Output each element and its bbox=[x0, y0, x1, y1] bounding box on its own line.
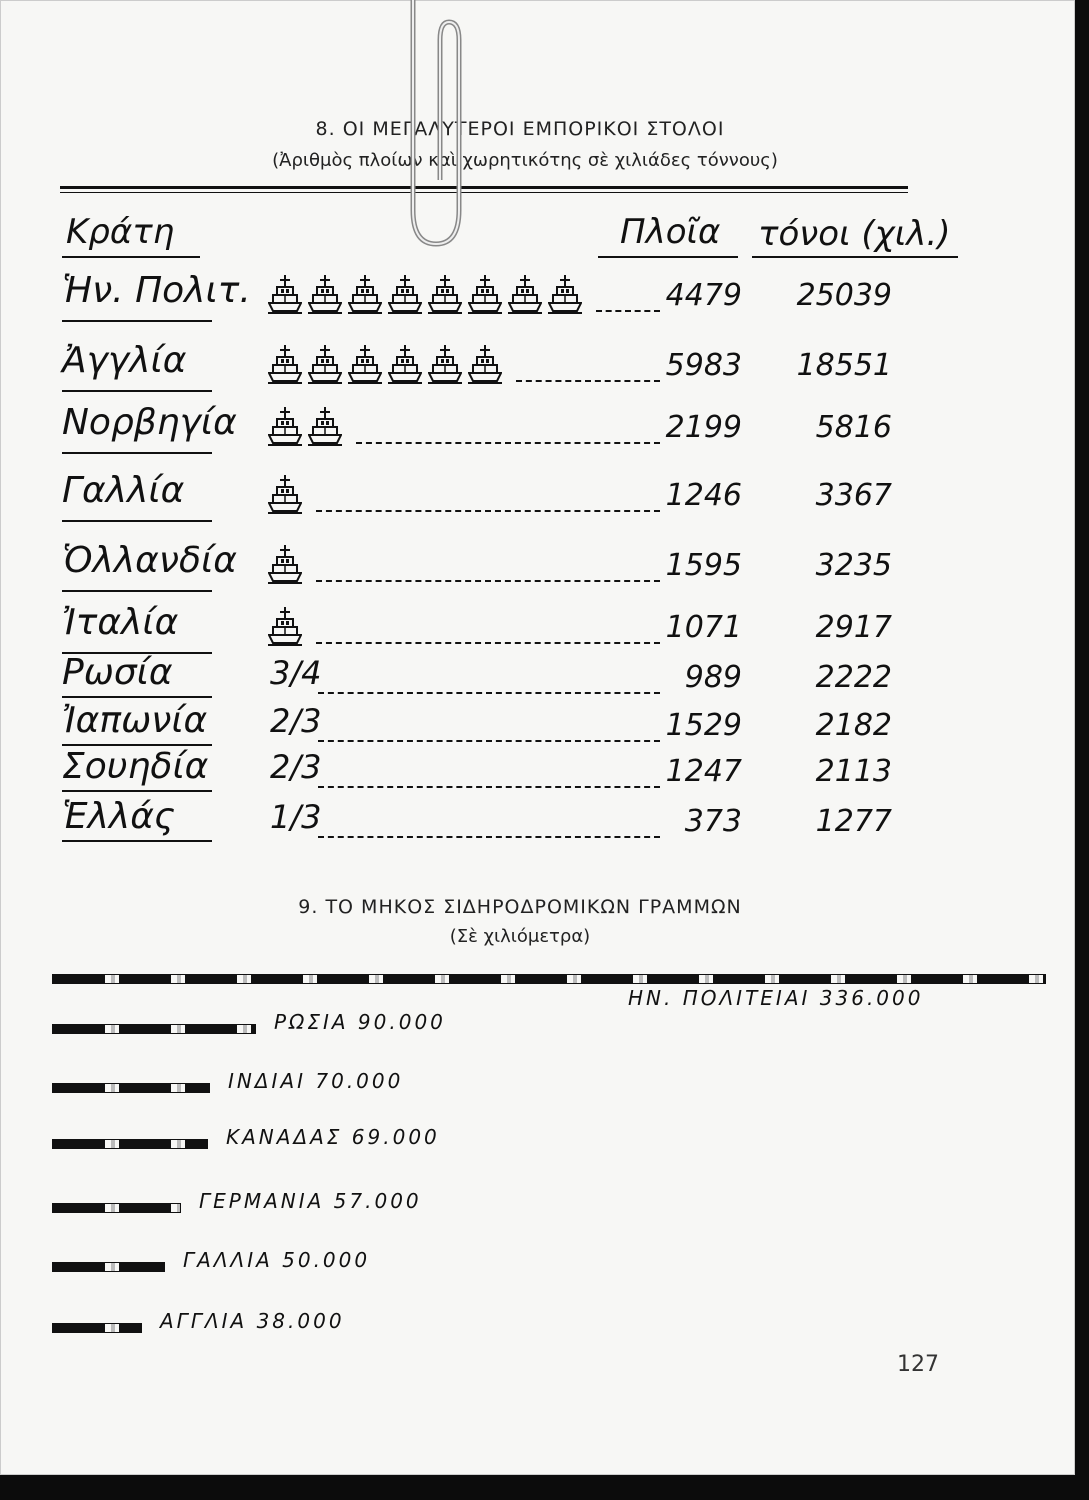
ship-icons bbox=[268, 344, 502, 384]
ships-count: 1247 bbox=[665, 754, 742, 789]
fraction-value: 2/3 bbox=[270, 702, 322, 740]
railway-bar-label: ΚΑΝΑΔΑΣ 69.000 bbox=[226, 1125, 440, 1149]
ship-icon bbox=[308, 406, 342, 446]
ship-icon bbox=[548, 274, 582, 314]
ship-icons bbox=[268, 474, 302, 514]
ship-icon bbox=[268, 274, 302, 314]
ships-count: 1246 bbox=[665, 478, 742, 513]
ship-icon bbox=[268, 406, 302, 446]
ship-icon bbox=[468, 344, 502, 384]
table-row bbox=[0, 796, 1075, 856]
country-underline bbox=[62, 320, 212, 322]
country-name: Γαλλία bbox=[62, 470, 185, 511]
tonnage-value: 3367 bbox=[815, 478, 892, 513]
section8-title: 8. ΟΙ ΜΕΓΑΛΥΤΕΡΟΙ ΕΜΠΟΡΙΚΟΙ ΣΤΟΛΟΙ bbox=[315, 118, 725, 140]
country-name: Ὁλλανδία bbox=[62, 540, 237, 581]
leader-line bbox=[318, 740, 660, 742]
country-underline bbox=[62, 520, 212, 522]
tonnage-value: 2113 bbox=[815, 754, 892, 789]
railway-bar bbox=[52, 1083, 210, 1093]
ship-icon bbox=[348, 344, 382, 384]
country-underline bbox=[62, 452, 212, 454]
railway-bar-label: ΙΝΔΙΑΙ 70.000 bbox=[228, 1069, 404, 1093]
fraction-value: 3/4 bbox=[270, 654, 322, 692]
country-name: Σουηδία bbox=[62, 746, 209, 787]
ships-count: 373 bbox=[684, 804, 742, 839]
tonnage-value: 2222 bbox=[815, 660, 892, 695]
tonnage-value: 3235 bbox=[815, 548, 892, 583]
col-header-underline bbox=[598, 256, 738, 258]
leader-line bbox=[316, 642, 660, 644]
col-header-ships: Πλοῖα bbox=[620, 212, 721, 252]
ship-icon bbox=[268, 344, 302, 384]
ships-count: 1595 bbox=[665, 548, 742, 583]
leader-line bbox=[316, 510, 660, 512]
ship-icon bbox=[268, 474, 302, 514]
ship-icon bbox=[348, 274, 382, 314]
paperclip-icon bbox=[405, 0, 467, 250]
ship-icon bbox=[508, 274, 542, 314]
ship-icons bbox=[268, 274, 582, 314]
railway-bar bbox=[52, 974, 1046, 984]
fraction-value: 1/3 bbox=[270, 798, 322, 836]
country-underline bbox=[62, 590, 212, 592]
ships-count: 2199 bbox=[665, 410, 742, 445]
table-row bbox=[0, 340, 1075, 400]
railway-bar-label: ΡΩΣΙΑ 90.000 bbox=[274, 1010, 446, 1034]
railway-bar-label: ΑΓΓΛΙΑ 38.000 bbox=[160, 1309, 345, 1333]
tonnage-value: 25039 bbox=[796, 278, 892, 313]
tonnage-value: 2182 bbox=[815, 708, 892, 743]
ship-icon bbox=[268, 606, 302, 646]
ship-icon bbox=[468, 274, 502, 314]
table-row bbox=[0, 470, 1075, 530]
country-underline bbox=[62, 696, 212, 698]
country-name: Νορβηγία bbox=[62, 402, 237, 443]
leader-line bbox=[356, 442, 660, 444]
ship-icons bbox=[268, 544, 302, 584]
railway-bar-label: ΓΑΛΛΙΑ 50.000 bbox=[183, 1248, 371, 1272]
railway-bar-label: ΓΕΡΜΑΝΙΑ 57.000 bbox=[199, 1189, 422, 1213]
country-name: Ρωσία bbox=[62, 652, 173, 693]
tonnage-value: 2917 bbox=[815, 610, 892, 645]
page-number: 127 bbox=[897, 1352, 939, 1377]
railway-bar-label: ΗΝ. ΠΟΛΙΤΕΙΑΙ 336.000 bbox=[628, 986, 924, 1010]
country-underline bbox=[62, 790, 212, 792]
col-header-underline bbox=[62, 256, 200, 258]
ship-icons bbox=[268, 606, 302, 646]
section8-subtitle: (Ἀριθμὸς πλοίων καὶ χωρητικότης σὲ χιλιάδες τόννους) bbox=[272, 150, 778, 171]
ship-icon bbox=[268, 544, 302, 584]
col-header-country: Κράτη bbox=[66, 212, 175, 252]
leader-line bbox=[318, 786, 660, 788]
country-name: Ἡν. Πολιτ. bbox=[62, 270, 251, 311]
ship-icon bbox=[308, 274, 342, 314]
railway-bar bbox=[52, 1323, 142, 1333]
railway-bar bbox=[52, 1024, 256, 1034]
ship-icon bbox=[428, 344, 462, 384]
table-row bbox=[0, 270, 1075, 330]
table-row bbox=[0, 540, 1075, 600]
ship-icon bbox=[428, 274, 462, 314]
ships-count: 1071 bbox=[665, 610, 742, 645]
country-underline bbox=[62, 390, 212, 392]
tonnage-value: 5816 bbox=[815, 410, 892, 445]
ship-icons bbox=[268, 406, 342, 446]
ships-count: 1529 bbox=[665, 708, 742, 743]
ships-count: 989 bbox=[684, 660, 742, 695]
ships-count: 4479 bbox=[665, 278, 742, 313]
col-header-tons: τόνοι (χιλ.) bbox=[758, 214, 951, 254]
divider bbox=[60, 186, 908, 189]
ships-count: 5983 bbox=[665, 348, 742, 383]
col-header-underline bbox=[752, 256, 958, 258]
country-name: Ἑλλάς bbox=[62, 796, 176, 837]
railway-bar bbox=[52, 1203, 181, 1213]
railway-bar bbox=[52, 1262, 165, 1272]
leader-line bbox=[316, 580, 660, 582]
railway-bar bbox=[52, 1139, 208, 1149]
country-name: Ἰαπωνία bbox=[62, 700, 208, 741]
ship-icon bbox=[308, 344, 342, 384]
divider bbox=[60, 192, 908, 193]
section9-title: 9. ΤΟ ΜΗΚΟΣ ΣΙΔΗΡΟΔΡΟΜΙΚΩΝ ΓΡΑΜΜΩΝ bbox=[298, 896, 742, 918]
ship-icon bbox=[388, 344, 422, 384]
table-row bbox=[0, 402, 1075, 462]
leader-line bbox=[318, 692, 660, 694]
fraction-value: 2/3 bbox=[270, 748, 322, 786]
country-underline bbox=[62, 840, 212, 842]
leader-line bbox=[318, 836, 660, 838]
tonnage-value: 1277 bbox=[815, 804, 892, 839]
ship-icon bbox=[388, 274, 422, 314]
section9-subtitle: (Σὲ χιλιόμετρα) bbox=[449, 926, 591, 947]
country-name: Ἰταλία bbox=[62, 602, 179, 643]
country-name: Ἀγγλία bbox=[62, 340, 187, 381]
tonnage-value: 18551 bbox=[796, 348, 892, 383]
